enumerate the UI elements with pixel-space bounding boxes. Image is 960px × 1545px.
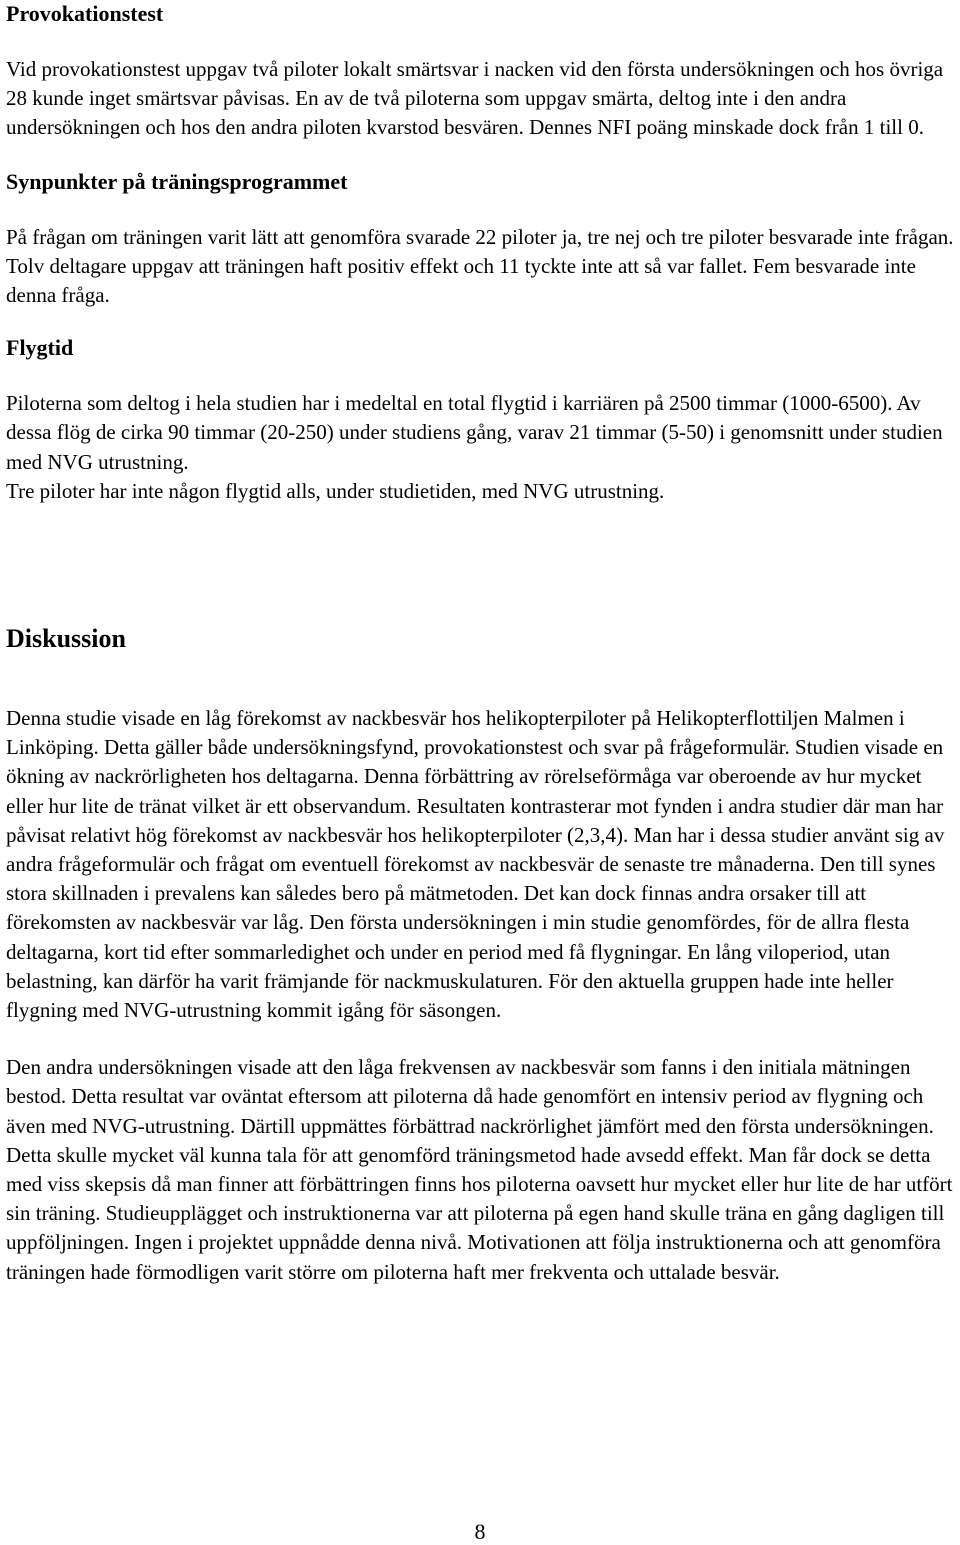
paragraph-flygtid-1: Piloterna som deltog i hela studien har i medeltal en total flygtid i karriären på 2500 timmar (1000-6500). Av dessa flög de cirka 90 timmar (20-250) under studiens gång, varav 21 timmar (5-50) i genomsnitt under studien med NVG utrustning.	[6, 391, 943, 474]
paragraph-synpunkter: På frågan om träningen varit lätt att genomföra svarade 22 piloter ja, tre nej och tre piloter besvarade inte frågan. Tolv deltagare uppgav att träningen haft positiv effekt och 11 tyckte inte att så var fallet. Fem besvarade inte denna fråga.	[6, 224, 954, 308]
paragraph-provokationstest: Vid provokationstest uppgav två piloter lokalt smärtsvar i nacken vid den första undersökningen och hos övriga 28 kunde inget smärtsvar påvisas. En av de två piloterna som uppgav smärta, deltog inte i den andra undersökningen och hos den andra piloten kvarstod besvären. Dennes NFI poäng minskade dock från 1 till 0.	[6, 57, 944, 140]
heading-synpunkter: Synpunkter på träningsprogrammet	[6, 168, 348, 194]
paragraph-diskussion-1: Denna studie visade en låg förekomst av nackbesvär hos helikopterpiloter på Helikopterflottiljen Malmen i Linköping. Detta gäller både undersökningsfynd, provokationstest och svar på frågeformulär. Studien visade en ökning av nackrörligheten hos deltagarna. Denna förbättring av rörelseförmåga var oberoende av hur mycket eller hur lite de tränat vilket är ett observandum. Resultaten kontrasterar mot fynden i andra studier där man har påvisat relativt hög förekomst av nackbesvär hos helikopterpiloter (2,3,4). Man har i dessa studier använt sig av andra frågeformulär och frågat om eventuell förekomst av nackbesvär de senaste tre månaderna. Den till synes stora skillnaden i prevalens kan således bero på mätmetoden. Det kan dock finnas andra orsaker till att förekomsten av nackbesvär var låg. Den första undersökningen i min studie genomfördes, för de allra flesta deltagarna, kort tid efter sommarledighet och under en period med få flygningar. En lång viloperiod, utan belastning, kan därför ha varit främjande för nackmuskulaturen. För den aktuella gruppen hade inte heller flygning med NVG-utrustning kommit igång för säsongen.	[6, 706, 945, 1023]
page-number: 8	[474, 1519, 486, 1544]
heading-diskussion: Diskussion	[6, 624, 126, 654]
document-page	[6, 0, 954, 1287]
paragraph-diskussion-2: Den andra undersökningen visade att den låga frekvensen av nackbesvär som fanns i den initiala mätningen bestod. Detta resultat var oväntat eftersom att piloterna då hade genomfört en intensiv period av flygning och även med NVG-utrustning. Därtill uppmättes förbättrad nackrörlighet jämfört med den första undersökningen. Detta skulle mycket väl kunna tala för att genomförd träningsmetod hade avsedd effekt. Man får dock se detta med viss skepsis då man finner att förbättringen finns hos piloterna oavsett hur mycket eller hur lite de har utfört sin träning. Studieupplägget och instruktionerna var att piloterna på egen hand skulle träna en gång dagligen till uppföljningen. Ingen i projektet uppnådde denna nivå. Motivationen att följa instruktionerna och att genomföra träningen hade förmodligen varit större om piloterna haft mer frekventa och uttalade besvär.	[6, 1055, 953, 1284]
paragraph-flygtid-2: Tre piloter har inte någon flygtid alls, under studietiden, med NVG utrustning.	[6, 478, 665, 503]
heading-provokationstest: Provokationstest	[6, 1, 164, 26]
heading-flygtid: Flygtid	[6, 335, 74, 361]
